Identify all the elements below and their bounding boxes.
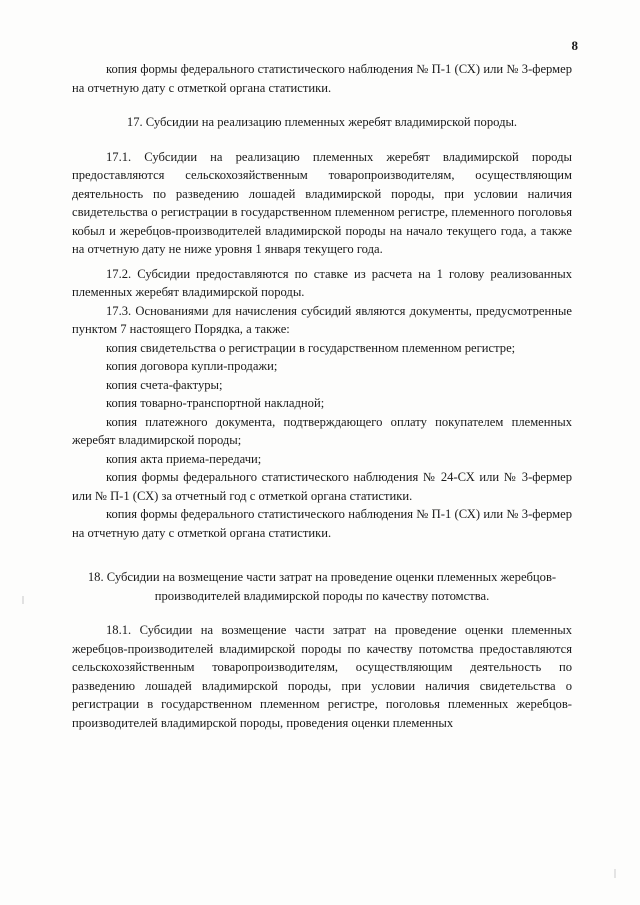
paragraph-17-3: 17.3. Основаниями для начисления субсидий являются документы, предусмотренные пунктом 7 настоящего Порядка, а также: [72,303,572,336]
list-item-acceptance-act: копия акта приема-передачи; [106,451,262,466]
paragraph-17-2: 17.2. Субсидии предоставляются по ставке из расчета на 1 голову реализованных племенных жеребят владимирской породы. [72,266,572,299]
list-item-payment-document: копия платежного документа, подтверждающего оплату покупателем племенных жеребят владимирской породы; [72,414,572,447]
scan-artifact-right [614,869,616,878]
list-item-invoice: копия счета-фактуры; [106,377,223,392]
paragraph-17-1: 17.1. Субсидии на реализацию племенных жеребят владимирской породы предоставляются сельскохозяйственным товаропроизводителям, осуществляющим деятельность по разведению лошадей владимирской породы, при условии наличия свидетельства о регистрации в государственном племенном регистре, племенного поголовья кобыл и жеребцов-производителей владимирской породы на начало текущего года, а также на отчетную дату не ниже уровня 1 января текущего года. [72,149,572,256]
list-item-waybill: копия товарно-транспортной накладной; [106,396,325,410]
page-number: 8 [571,38,578,53]
list-item-sale-contract: копия договора купли-продажи; [106,359,278,373]
document-body [72,60,572,732]
section-heading-18: 18. Субсидии на возмещение части затрат на проведение оценки племенных жеребцов-производителей владимирской породы по качеству потомства. [87,570,557,603]
list-item-stat-form-reporting-date: копия формы федерального статистического наблюдения № П-1 (СХ) или № 3-фермер на отчетную дату с отметкой органа статистики. [72,507,572,540]
list-item-stat-form-annual: копия формы федерального статистического наблюдения № 24-СХ или № 3-фермер или № П-1 (СХ) за отчетный год с отметкой органа статистики. [72,470,572,503]
list-item-registry-certificate: копия свидетельства о регистрации в государственном племенном регистре; [106,340,516,355]
paragraph-18-1: 18.1. Субсидии на возмещение части затрат на проведение оценки племенных жеребцов-производителей владимирской породы по качеству потомства предоставляются сельскохозяйственным товаропроизводителям, осуществляющим деятельность по разведению лошадей владимирской породы, при условии наличия свидетельства о регистрации в государственном племенном регистре, поголовья племенных жеребцов-производителей владимирской породы, проведения оценки племенных [72,623,572,730]
section-heading-17: 17. Субсидии на реализацию племенных жеребят владимирской породы. [126,115,518,129]
paragraph-17-intro: копия формы федерального статистического наблюдения № П-1 (СХ) или № 3-фермер на отчетную дату с отметкой органа статистики. [72,62,572,95]
scan-artifact-left [22,596,24,604]
